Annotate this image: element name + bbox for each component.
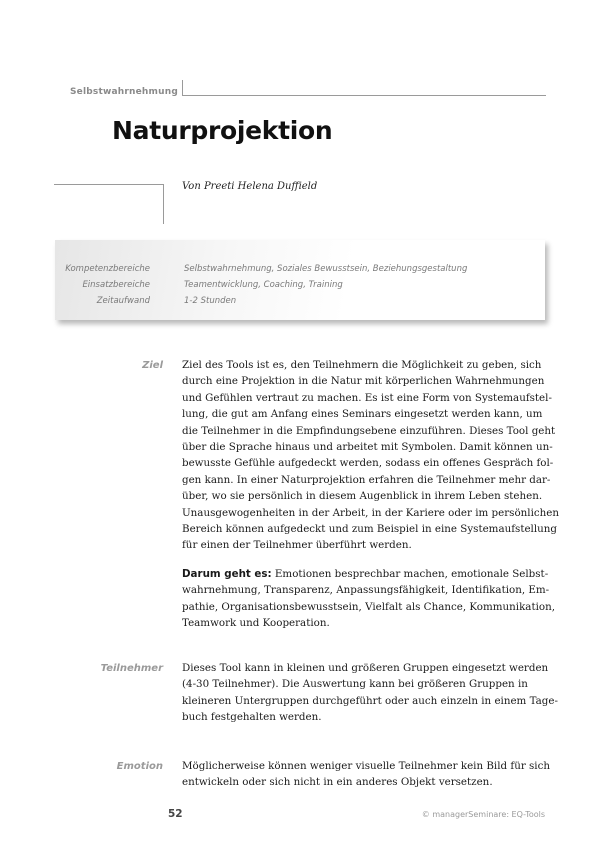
info-row-kompetenzbereiche — [55, 264, 545, 278]
darum-geht-es-label: Darum geht es: — [182, 568, 272, 580]
info-box — [55, 240, 545, 320]
text-line: buch festgehalten werden. — [182, 711, 322, 724]
text-line: pathie, Organisationsbewusstsein, Vielfalt als Chance, Kommunikation, — [182, 600, 555, 613]
copyright-notice: © managerSeminare: EQ-Tools — [421, 810, 545, 819]
text-line: lung, die gut am Anfang eines Seminars eingesetzt werden kann, um — [182, 408, 543, 421]
darum-text: Emotionen besprechbar machen, emotionale Selbst- — [271, 568, 549, 580]
text-line: gen kann. In einer Naturprojektion erfahren die Teilnehmer mehr dar- — [182, 473, 551, 486]
text-line: kleineren Untergruppen durchgeführt oder auch einzeln in einem Tage- — [182, 694, 558, 707]
info-value: Teamentwicklung, Coaching, Training — [184, 280, 343, 290]
section-body-ziel — [182, 357, 559, 554]
info-key: Kompetenzbereiche — [65, 264, 150, 274]
info-row-zeitaufwand — [55, 296, 545, 310]
text-line — [182, 566, 552, 582]
author-byline: Von Preeti Helena Duffield — [182, 181, 318, 192]
section-label-ziel: Ziel — [142, 360, 163, 371]
info-value: 1-2 Stunden — [184, 296, 237, 306]
text-line: durch eine Projektion in die Natur mit körperlichen Wahrnehmungen — [182, 375, 545, 388]
section-label-emotion: Emotion — [116, 761, 163, 772]
text-line: entwickeln oder sich nicht in ein anderes Objekt versetzen. — [182, 776, 493, 789]
text-line: Teamwork und Kooperation. — [182, 617, 330, 630]
info-row-einsatzbereiche — [55, 280, 545, 294]
text-line: Bereich können aufgedeckt und zum Beispiel in eine Systemaufstellung — [182, 523, 557, 536]
text-line: die Teilnehmer in die Empfindungsebene einzuführen. Dieses Tool geht — [182, 424, 556, 437]
text-line: Ziel des Tools ist es, den Teilnehmern die Möglichkeit zu geben, sich — [182, 359, 542, 371]
section-body-emotion — [182, 758, 552, 791]
info-value: Selbstwahrnehmung, Soziales Bewusstsein, Beziehungsgestaltung — [184, 264, 468, 274]
header-rule-vertical — [182, 80, 183, 96]
text-line: über, wo sie persönlich in diesem Augenblick in ihrem Leben stehen. — [182, 490, 543, 503]
header-rule-horizontal — [182, 95, 546, 96]
info-key: Einsatzbereiche — [82, 280, 150, 290]
text-line: Möglicherweise können weniger visuelle Teilnehmer kein Bild für sich — [182, 760, 550, 772]
page-title: Naturprojektion — [112, 116, 333, 145]
author-rule-horizontal — [54, 184, 164, 185]
text-line: (4-30 Teilnehmer). Die Auswertung kann bei größeren Gruppen in — [182, 678, 528, 691]
darum-geht-es-paragraph — [182, 566, 555, 632]
text-line: über die Sprache hinaus und arbeitet mit Symbolen. Damit können un- — [182, 441, 553, 454]
text-line: und Gefühlen vertraut zu machen. Es ist eine Form von Systemaufstel- — [182, 391, 552, 404]
section-label-teilnehmer: Teilnehmer — [100, 663, 163, 674]
section-body-teilnehmer — [182, 660, 558, 726]
text-line: Dieses Tool kann in kleinen und größeren Gruppen eingesetzt werden — [182, 662, 549, 674]
text-line: wahrnehmung, Transparenz, Anpassungsfähigkeit, Identifikation, Em- — [182, 584, 550, 597]
text-line: bewusste Gefühle aufgedeckt werden, sodass ein offenes Gespräch fol- — [182, 457, 554, 470]
section-label: Selbstwahrnehmung — [70, 87, 178, 97]
page-number: 52 — [168, 808, 183, 820]
author-rule-vertical — [163, 184, 164, 224]
text-line: Unausgewogenheiten in der Arbeit, in der Kariere oder im persönlichen — [182, 506, 559, 519]
text-line: für einen der Teilnehmer überführt werden. — [182, 539, 412, 552]
info-key: Zeitaufwand — [96, 296, 150, 306]
